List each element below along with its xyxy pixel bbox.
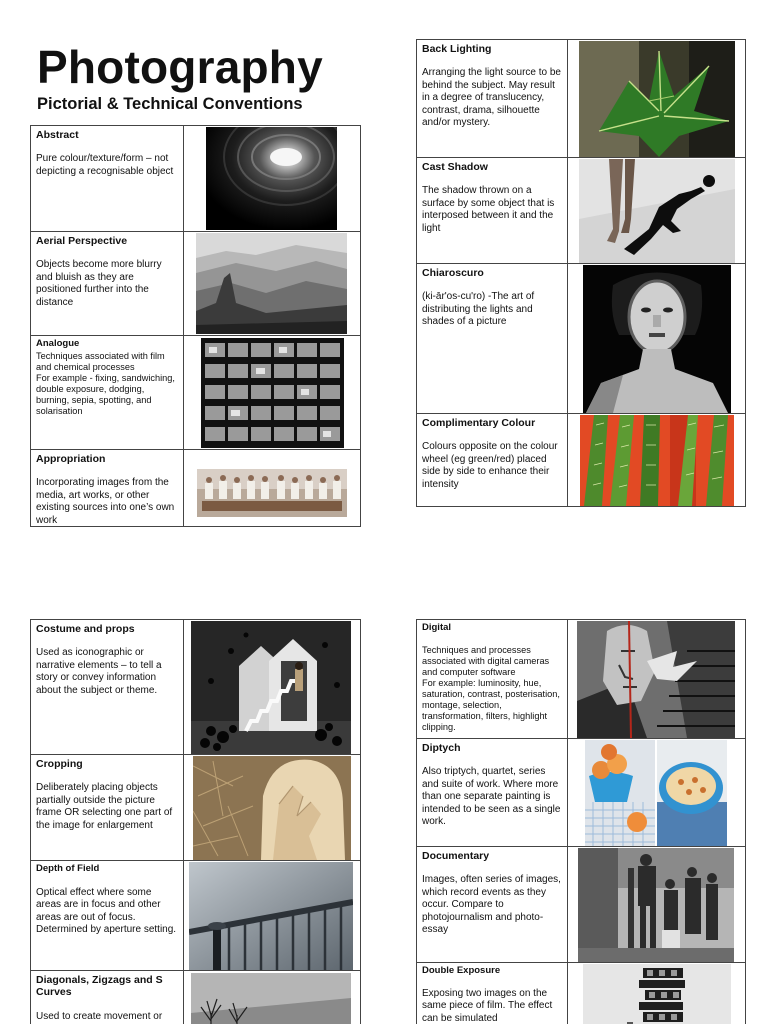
term-label: Cropping: [36, 758, 83, 770]
term-label: Diagonals, Zigzags and S Curves: [36, 974, 163, 999]
term-description: Techniques associated with film and chemical processes For example - fixing, sandwiching, double exposure, dodging, burning, sepia, spotting, and solarisation: [36, 350, 175, 417]
table-row: [30, 336, 361, 450]
term-description: Used as iconographic or narrative elements – to tell a story or convey information about the subject or theme.: [36, 647, 162, 696]
term-cell: [417, 414, 568, 506]
term-cell: [417, 264, 568, 413]
table-row: [30, 620, 361, 755]
term-cell: [417, 158, 568, 263]
term-description: Optical effect where some areas are in focus and other areas are out of focus. Determined by aperture setting.: [36, 886, 177, 936]
term-cell: [31, 620, 184, 754]
table-top-left: [30, 125, 361, 526]
term-label: Diptych: [422, 742, 461, 754]
hands-face-photo: [193, 756, 351, 860]
term-cell: [417, 620, 568, 738]
building-photo: [583, 964, 731, 1024]
tunnel-photo: [206, 127, 337, 230]
term-label: Abstract: [36, 129, 79, 141]
term-description: Arranging the light source to be behind the subject. May result in a degree of translucency, contrast, drama, silhouette and/or mystery.: [422, 67, 561, 129]
canyon-photo: [196, 233, 347, 334]
table-row: [30, 861, 361, 971]
table-row: [416, 620, 746, 739]
term-label: Complimentary Colour: [422, 417, 536, 429]
term-cell: [31, 861, 184, 970]
table-row: [416, 264, 746, 414]
family-photo: [578, 848, 734, 962]
page-subtitle: Pictorial & Technical Conventions: [37, 95, 303, 113]
term-label: Aerial Perspective: [36, 235, 128, 247]
term-cell: [417, 739, 568, 846]
term-cell: [31, 336, 184, 449]
term-cell: [31, 126, 184, 231]
peaches-pie-photo: [585, 740, 727, 846]
term-description: Exposing two images on the same piece of film. The effect can be simulated: [422, 987, 553, 1024]
table-row: [416, 40, 746, 158]
term-description: Used to create movement or: [36, 1011, 163, 1023]
term-cell: [31, 450, 184, 526]
table-row: [416, 847, 746, 963]
term-cell: [417, 963, 568, 1024]
term-description: Deliberately placing objects partially outside the picture frame OR selecting one part of the image for enlargement: [36, 782, 173, 831]
term-description: The shadow thrown on a surface by some object that is interposed between it and the light: [422, 185, 555, 234]
term-cell: [31, 755, 184, 860]
table-row: [416, 739, 746, 847]
term-description: (ki-ār'os-cu'ro) -The art of distributing the lights and shades of a picture: [422, 291, 535, 328]
term-description: Techniques and processes associated with digital cameras and computer software For example: luminosity, hue, saturation, contrast, posterisation, montage, selection, transformation, filters, highlight clipping.: [422, 644, 560, 733]
digital-face-photo: [577, 621, 735, 738]
term-description: Colours opposite on the colour wheel (eg green/red) placed side by side to enhance their intensity: [422, 441, 558, 490]
term-cell: [31, 232, 184, 335]
table-bottom-right: [416, 619, 746, 1024]
term-label: Appropriation: [36, 453, 106, 465]
term-label: Back Lighting: [422, 43, 492, 55]
term-label: Double Exposure: [422, 965, 501, 976]
table-row: [416, 158, 746, 264]
table-row: [416, 963, 746, 1024]
table-row: [416, 414, 746, 507]
shadow-photo: [579, 159, 735, 263]
leaf-photo: [579, 41, 735, 157]
term-cell: [417, 847, 568, 962]
page-title: Photography: [37, 41, 323, 93]
term-label: Digital: [422, 622, 452, 633]
table-row: [30, 126, 361, 232]
term-cell: [417, 40, 568, 157]
table-top-right: [416, 39, 746, 506]
term-label: Cast Shadow: [422, 161, 488, 173]
table-row: [30, 755, 361, 861]
term-cell: [31, 971, 184, 1024]
term-label: Documentary: [422, 850, 490, 862]
table-bottom-left: [30, 619, 361, 1024]
trees-photo: [191, 973, 351, 1024]
term-label: Depth of Field: [36, 863, 100, 874]
railing-photo: [189, 862, 353, 970]
house-stairs-photo: [191, 621, 351, 754]
table-row: [30, 232, 361, 336]
term-description: Incorporating images from the media, art works, or other existing sources into one’s own work: [36, 477, 175, 526]
last-supper-photo: [197, 469, 347, 517]
term-description: Objects become more blurry and bluish as they are positioned further into the distance: [36, 259, 162, 308]
term-label: Analogue: [36, 338, 80, 349]
table-row: [30, 971, 361, 1024]
portrait-photo: [583, 265, 731, 413]
contact-sheet-photo: [201, 338, 344, 448]
term-description: Images, often series of images, which record events as they occur. Compare to photojournalism and photo-essay: [422, 874, 561, 936]
term-description: Also triptych, quartet, series and suite of work. Where more than one separate painting is intended to be seen as a single work.: [422, 766, 561, 828]
cactus-photo: [580, 415, 734, 506]
table-row: [30, 450, 361, 527]
term-description: Pure colour/texture/form – not depicting a recognisable object: [36, 153, 174, 177]
term-label: Chiaroscuro: [422, 267, 484, 279]
term-label: Costume and props: [36, 623, 135, 635]
